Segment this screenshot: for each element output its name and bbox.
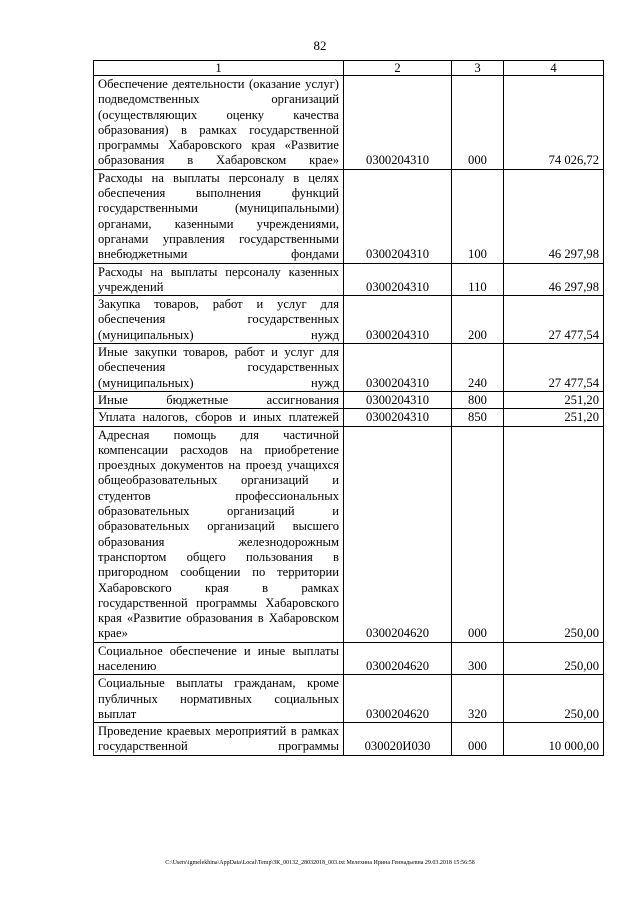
table-row bbox=[94, 391, 604, 408]
row-target-code: 0300204310 bbox=[344, 409, 452, 426]
row-description: Адресная помощь для частичной компенсации расходов на приобретение проездных документов на проезд учащихся общеобразовательных организаций и студентов профессиональных образовательных организаций и образовательных организаций высшего образования железнодорожным транспортом общего пользования в пригородном сообщении по территории Хабаровского края в рамках государственной программы Хабаровского края «Развитие образования в Хабаровском крае» bbox=[94, 426, 344, 642]
table-row bbox=[94, 723, 604, 756]
row-target-code: 0300204620 bbox=[344, 426, 452, 642]
table-row bbox=[94, 675, 604, 723]
row-target-code: 030020И030 bbox=[344, 723, 452, 756]
row-target-code: 0300204310 bbox=[344, 76, 452, 170]
table-row bbox=[94, 642, 604, 675]
row-amount: 250,00 bbox=[504, 426, 604, 642]
row-amount: 27 477,54 bbox=[504, 296, 604, 344]
row-target-code: 0300204310 bbox=[344, 391, 452, 408]
row-amount: 46 297,98 bbox=[504, 169, 604, 263]
row-target-code: 0300204310 bbox=[344, 296, 452, 344]
row-amount: 250,00 bbox=[504, 642, 604, 675]
row-expense-type: 000 bbox=[452, 723, 504, 756]
row-expense-type: 850 bbox=[452, 409, 504, 426]
table-row bbox=[94, 263, 604, 296]
row-target-code: 0300204310 bbox=[344, 169, 452, 263]
header-col-4: 4 bbox=[504, 61, 604, 76]
row-expense-type: 110 bbox=[452, 263, 504, 296]
row-expense-type: 100 bbox=[452, 169, 504, 263]
row-amount: 251,20 bbox=[504, 391, 604, 408]
table-row bbox=[94, 76, 604, 170]
row-amount: 46 297,98 bbox=[504, 263, 604, 296]
budget-table bbox=[93, 60, 604, 756]
row-expense-type: 200 bbox=[452, 296, 504, 344]
row-expense-type: 240 bbox=[452, 344, 504, 392]
row-amount: 250,00 bbox=[504, 675, 604, 723]
header-col-1: 1 bbox=[94, 61, 344, 76]
table-row bbox=[94, 344, 604, 392]
row-expense-type: 000 bbox=[452, 76, 504, 170]
page-number: 82 bbox=[313, 38, 327, 53]
table-row bbox=[94, 426, 604, 642]
row-description: Уплата налогов, сборов и иных платежей bbox=[94, 409, 344, 426]
row-description: Расходы на выплаты персоналу казенных учреждений bbox=[94, 263, 344, 296]
row-amount: 74 026,72 bbox=[504, 76, 604, 170]
row-description: Иные бюджетные ассигнования bbox=[94, 391, 344, 408]
row-amount: 10 000,00 bbox=[504, 723, 604, 756]
row-description: Обеспечение деятельности (оказание услуг) подведомственных организаций (осуществляющих оценку качества образования) в рамках государственной программы Хабаровского края «Развитие образования в Хабаровском крае» bbox=[94, 76, 344, 170]
row-description: Закупка товаров, работ и услуг для обеспечения государственных (муниципальных) нужд bbox=[94, 296, 344, 344]
row-amount: 251,20 bbox=[504, 409, 604, 426]
row-target-code: 0300204620 bbox=[344, 675, 452, 723]
table-row bbox=[94, 169, 604, 263]
row-target-code: 0300204310 bbox=[344, 263, 452, 296]
row-expense-type: 000 bbox=[452, 426, 504, 642]
row-expense-type: 320 bbox=[452, 675, 504, 723]
row-expense-type: 800 bbox=[452, 391, 504, 408]
row-amount: 27 477,54 bbox=[504, 344, 604, 392]
row-expense-type: 300 bbox=[452, 642, 504, 675]
table-row bbox=[94, 409, 604, 426]
row-description: Иные закупки товаров, работ и услуг для обеспечения государственных (муниципальных) нужд bbox=[94, 344, 344, 392]
header-col-3: 3 bbox=[452, 61, 504, 76]
row-description: Социальное обеспечение и иные выплаты населению bbox=[94, 642, 344, 675]
header-col-2: 2 bbox=[344, 61, 452, 76]
row-description: Проведение краевых мероприятий в рамках государственной программы bbox=[94, 723, 344, 756]
row-description: Расходы на выплаты персоналу в целях обеспечения выполнения функций государственными (муниципальными) органами, казенными учреждениями, органами управления государственными внебюджетными фондами bbox=[94, 169, 344, 263]
row-target-code: 0300204310 bbox=[344, 344, 452, 392]
table-row bbox=[94, 296, 604, 344]
table-header-row bbox=[94, 61, 604, 76]
row-description: Социальные выплаты гражданам, кроме публичных нормативных социальных выплат bbox=[94, 675, 344, 723]
footer-file-path: C:\Users\igmelekhina\AppData\Local\Temp\ЗК_00132_28032018_003.txt Мелехина Ирина Геннадьевна 29.03.2018 15:56:58 bbox=[165, 860, 475, 866]
row-target-code: 0300204620 bbox=[344, 642, 452, 675]
